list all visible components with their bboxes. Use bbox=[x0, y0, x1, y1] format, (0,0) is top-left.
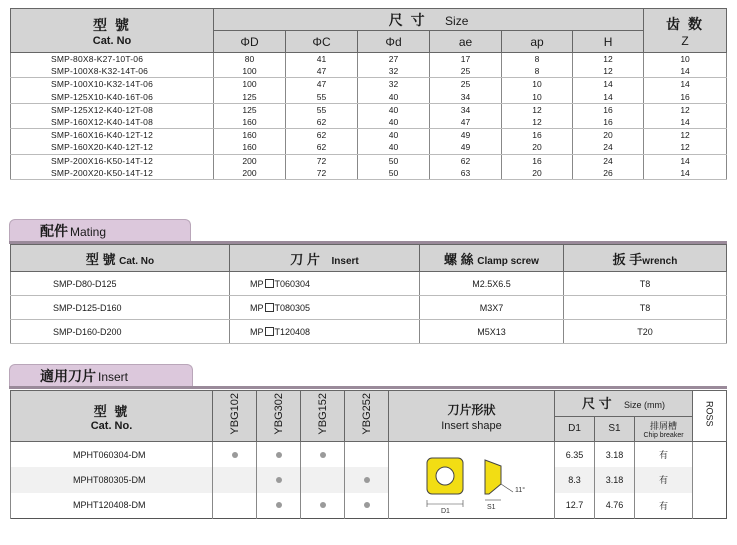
value-cell: 160 bbox=[214, 129, 286, 142]
d1-cell: 6.35 bbox=[555, 442, 595, 468]
grade-cell bbox=[257, 493, 301, 519]
value-cell: 10 bbox=[502, 78, 573, 91]
insert-shape-diagram bbox=[389, 442, 555, 519]
header-chip-breaker: 排屑槽 Chip breaker bbox=[635, 416, 693, 442]
section-tab-mating: 配件 Mating bbox=[9, 219, 191, 241]
value-cell: 27 bbox=[358, 53, 430, 66]
cat-no-cell: SMP-200X16-K50-14T-12 bbox=[11, 154, 214, 167]
available-dot-icon bbox=[276, 452, 282, 458]
header-d1: D1 bbox=[555, 416, 595, 442]
cat-no-cell: SMP-200X20-K50-14T-12 bbox=[11, 167, 214, 180]
value-cell: 20 bbox=[502, 167, 573, 180]
cat-no-cell: SMP-160X16-K40-12T-12 bbox=[11, 129, 214, 142]
table-row bbox=[11, 467, 727, 492]
cat-no-cell: SMP-D80-D125 bbox=[11, 272, 230, 296]
insert-cell bbox=[230, 272, 420, 296]
chip-breaker-cell: 有 bbox=[635, 493, 693, 519]
value-cell: 55 bbox=[286, 103, 358, 116]
insert-suffix: T120408 bbox=[274, 326, 311, 337]
value-cell: 80 bbox=[214, 53, 286, 66]
table-row bbox=[11, 320, 727, 344]
value-cell: 160 bbox=[214, 141, 286, 154]
header-model: 型 號 Cat. No bbox=[11, 9, 214, 53]
placeholder-box-icon bbox=[265, 327, 274, 336]
table-row bbox=[11, 167, 727, 180]
table-row bbox=[11, 129, 727, 142]
value-cell: 8 bbox=[502, 53, 573, 66]
value-cell: 32 bbox=[358, 78, 430, 91]
cat-no-cell: SMP-100X10-K32-14T-06 bbox=[11, 78, 214, 91]
insert-cell bbox=[230, 296, 420, 320]
insert-hole-icon bbox=[436, 467, 454, 485]
value-cell: 12 bbox=[502, 103, 573, 116]
s1-cell: 4.76 bbox=[595, 493, 635, 519]
s1-cell: 3.18 bbox=[595, 467, 635, 492]
value-cell: 125 bbox=[214, 91, 286, 104]
value-cell: 14 bbox=[573, 78, 644, 91]
col-header: Φd bbox=[358, 31, 430, 53]
value-cell: 72 bbox=[286, 154, 358, 167]
value-cell: 62 bbox=[286, 141, 358, 154]
grade-cell bbox=[213, 442, 257, 468]
cat-no-cell: SMP-D125-D160 bbox=[11, 296, 230, 320]
cat-no-cell: SMP-D160-D200 bbox=[11, 320, 230, 344]
header-wrench: 扳 手wrench bbox=[564, 245, 727, 272]
insert-cell bbox=[230, 320, 420, 344]
placeholder-box-icon bbox=[265, 279, 274, 288]
value-cell: 100 bbox=[214, 78, 286, 91]
value-cell: 62 bbox=[286, 129, 358, 142]
value-cell: 14 bbox=[644, 116, 727, 129]
chip-breaker-cell: 有 bbox=[635, 442, 693, 468]
value-cell: 24 bbox=[573, 141, 644, 154]
available-dot-icon bbox=[364, 477, 370, 483]
header-insert: 刀 片 Insert bbox=[230, 245, 420, 272]
value-cell: 47 bbox=[430, 116, 502, 129]
value-cell: 12 bbox=[573, 65, 644, 78]
grade-cell bbox=[345, 442, 389, 468]
insert-prefix: MP bbox=[250, 278, 264, 289]
cat-no-cell: MPHT120408-DM bbox=[11, 493, 213, 519]
value-cell: 14 bbox=[644, 154, 727, 167]
grade-header: YBG302 bbox=[257, 391, 301, 442]
value-cell: 49 bbox=[430, 141, 502, 154]
cat-no-cell: SMP-125X12-K40-12T-08 bbox=[11, 103, 214, 116]
cat-no-cell: SMP-100X8-K32-14T-06 bbox=[11, 65, 214, 78]
screw-cell: M5X13 bbox=[420, 320, 564, 344]
table-row bbox=[11, 141, 727, 154]
value-cell: 12 bbox=[644, 103, 727, 116]
value-cell: 12 bbox=[644, 129, 727, 142]
insert-suffix: T080305 bbox=[274, 302, 311, 313]
value-cell: 72 bbox=[286, 167, 358, 180]
d1-cell: 12.7 bbox=[555, 493, 595, 519]
value-cell: 62 bbox=[286, 116, 358, 129]
table-row bbox=[11, 103, 727, 116]
value-cell: 25 bbox=[430, 78, 502, 91]
value-cell: 50 bbox=[358, 154, 430, 167]
table-row bbox=[11, 91, 727, 104]
value-cell: 26 bbox=[573, 167, 644, 180]
header-s1: S1 bbox=[595, 416, 635, 442]
col-header: ae bbox=[430, 31, 502, 53]
available-dot-icon bbox=[276, 502, 282, 508]
header-model: 型 號 Cat. No bbox=[11, 245, 230, 272]
screw-cell: M3X7 bbox=[420, 296, 564, 320]
table-row bbox=[11, 442, 727, 468]
value-cell: 47 bbox=[286, 78, 358, 91]
value-cell: 63 bbox=[430, 167, 502, 180]
value-cell: 47 bbox=[286, 65, 358, 78]
table-row bbox=[11, 53, 727, 66]
available-dot-icon bbox=[320, 502, 326, 508]
header-model: 型 號 Cat. No. bbox=[11, 391, 213, 442]
table-row bbox=[11, 116, 727, 129]
placeholder-box-icon bbox=[265, 303, 274, 312]
value-cell: 62 bbox=[430, 154, 502, 167]
s1-label: S1 bbox=[486, 504, 496, 511]
cutter-spec-table bbox=[10, 8, 727, 180]
value-cell: 40 bbox=[358, 129, 430, 142]
value-cell: 41 bbox=[286, 53, 358, 66]
d1-cell: 8.3 bbox=[555, 467, 595, 492]
value-cell: 40 bbox=[358, 91, 430, 104]
value-cell: 8 bbox=[502, 65, 573, 78]
value-cell: 160 bbox=[214, 116, 286, 129]
wrench-cell: T8 bbox=[564, 296, 727, 320]
insert-suffix: T060304 bbox=[274, 278, 311, 289]
value-cell: 34 bbox=[430, 91, 502, 104]
value-cell: 12 bbox=[573, 53, 644, 66]
col-header: ΦD bbox=[214, 31, 286, 53]
angle-label: 11° bbox=[514, 487, 525, 494]
cat-no-cell: SMP-125X10-K40-16T-06 bbox=[11, 91, 214, 104]
table-row bbox=[11, 78, 727, 91]
value-cell: 14 bbox=[644, 65, 727, 78]
grade-cell bbox=[213, 493, 257, 519]
header-clamp-screw: 螺 絲 Clamp screw bbox=[420, 245, 564, 272]
col-header: ap bbox=[502, 31, 573, 53]
grade-header: YBG252 bbox=[345, 391, 389, 442]
available-dot-icon bbox=[232, 452, 238, 458]
value-cell: 14 bbox=[644, 78, 727, 91]
value-cell: 20 bbox=[502, 141, 573, 154]
grade-cell bbox=[301, 493, 345, 519]
header-teeth: 齿 数 Z bbox=[644, 9, 727, 53]
cat-no-cell: SMP-160X12-K40-14T-08 bbox=[11, 116, 214, 129]
insert-prefix: MP bbox=[250, 326, 264, 337]
value-cell: 10 bbox=[644, 53, 727, 66]
wrench-cell: T20 bbox=[564, 320, 727, 344]
cat-no-cell: MPHT080305-DM bbox=[11, 467, 213, 492]
grade-cell bbox=[345, 493, 389, 519]
insert-table bbox=[10, 390, 727, 519]
grade-cell bbox=[213, 467, 257, 492]
section-tab-insert: 適用刀片 Insert bbox=[9, 364, 193, 386]
s1-cell: 3.18 bbox=[595, 442, 635, 468]
value-cell: 16 bbox=[644, 91, 727, 104]
value-cell: 49 bbox=[430, 129, 502, 142]
value-cell: 25 bbox=[430, 65, 502, 78]
cat-no-cell: SMP-160X20-K40-12T-12 bbox=[11, 141, 214, 154]
value-cell: 12 bbox=[644, 141, 727, 154]
value-cell: 100 bbox=[214, 65, 286, 78]
table-row bbox=[11, 154, 727, 167]
grade-cell bbox=[301, 467, 345, 492]
table-row bbox=[11, 296, 727, 320]
grade-cell bbox=[257, 467, 301, 492]
grade-header: YBG102 bbox=[213, 391, 257, 442]
table-row bbox=[11, 493, 727, 519]
value-cell: 50 bbox=[358, 167, 430, 180]
value-cell: 16 bbox=[502, 154, 573, 167]
available-dot-icon bbox=[320, 452, 326, 458]
value-cell: 12 bbox=[502, 116, 573, 129]
value-cell: 200 bbox=[214, 167, 286, 180]
mating-table bbox=[10, 244, 727, 344]
value-cell: 14 bbox=[573, 91, 644, 104]
table-row bbox=[11, 272, 727, 296]
col-header: ΦC bbox=[286, 31, 358, 53]
value-cell: 200 bbox=[214, 154, 286, 167]
value-cell: 125 bbox=[214, 103, 286, 116]
table-row bbox=[11, 65, 727, 78]
screw-cell: M2.5X6.5 bbox=[420, 272, 564, 296]
value-cell: 24 bbox=[573, 154, 644, 167]
value-cell: 16 bbox=[573, 103, 644, 116]
value-cell: 40 bbox=[358, 141, 430, 154]
value-cell: 40 bbox=[358, 116, 430, 129]
chip-breaker-cell: 有 bbox=[635, 467, 693, 492]
value-cell: 55 bbox=[286, 91, 358, 104]
value-cell: 10 bbox=[502, 91, 573, 104]
header-size: 尺 寸 Size bbox=[214, 9, 644, 31]
value-cell: 20 bbox=[573, 129, 644, 142]
cat-no-cell: SMP-80X8-K27-10T-06 bbox=[11, 53, 214, 66]
insert-prefix: MP bbox=[250, 302, 264, 313]
insert-side-view-icon bbox=[485, 460, 501, 494]
header-insert-shape: 刀片形狀 Insert shape bbox=[389, 391, 555, 442]
side-note: ROSS bbox=[693, 391, 727, 442]
header-size: 尺 寸 Size (mm) bbox=[555, 391, 693, 417]
value-cell: 34 bbox=[430, 103, 502, 116]
available-dot-icon bbox=[364, 502, 370, 508]
value-cell: 16 bbox=[502, 129, 573, 142]
value-cell: 40 bbox=[358, 103, 430, 116]
col-header: H bbox=[573, 31, 644, 53]
grade-header: YBG152 bbox=[301, 391, 345, 442]
available-dot-icon bbox=[276, 477, 282, 483]
value-cell: 32 bbox=[358, 65, 430, 78]
wrench-cell: T8 bbox=[564, 272, 727, 296]
section-divider bbox=[9, 386, 727, 389]
d1-label: D1 bbox=[440, 508, 450, 515]
cat-no-cell: MPHT060304-DM bbox=[11, 442, 213, 468]
value-cell: 14 bbox=[644, 167, 727, 180]
grade-cell bbox=[301, 442, 345, 468]
value-cell: 17 bbox=[430, 53, 502, 66]
value-cell: 16 bbox=[573, 116, 644, 129]
grade-cell bbox=[257, 442, 301, 468]
grade-cell bbox=[345, 467, 389, 492]
